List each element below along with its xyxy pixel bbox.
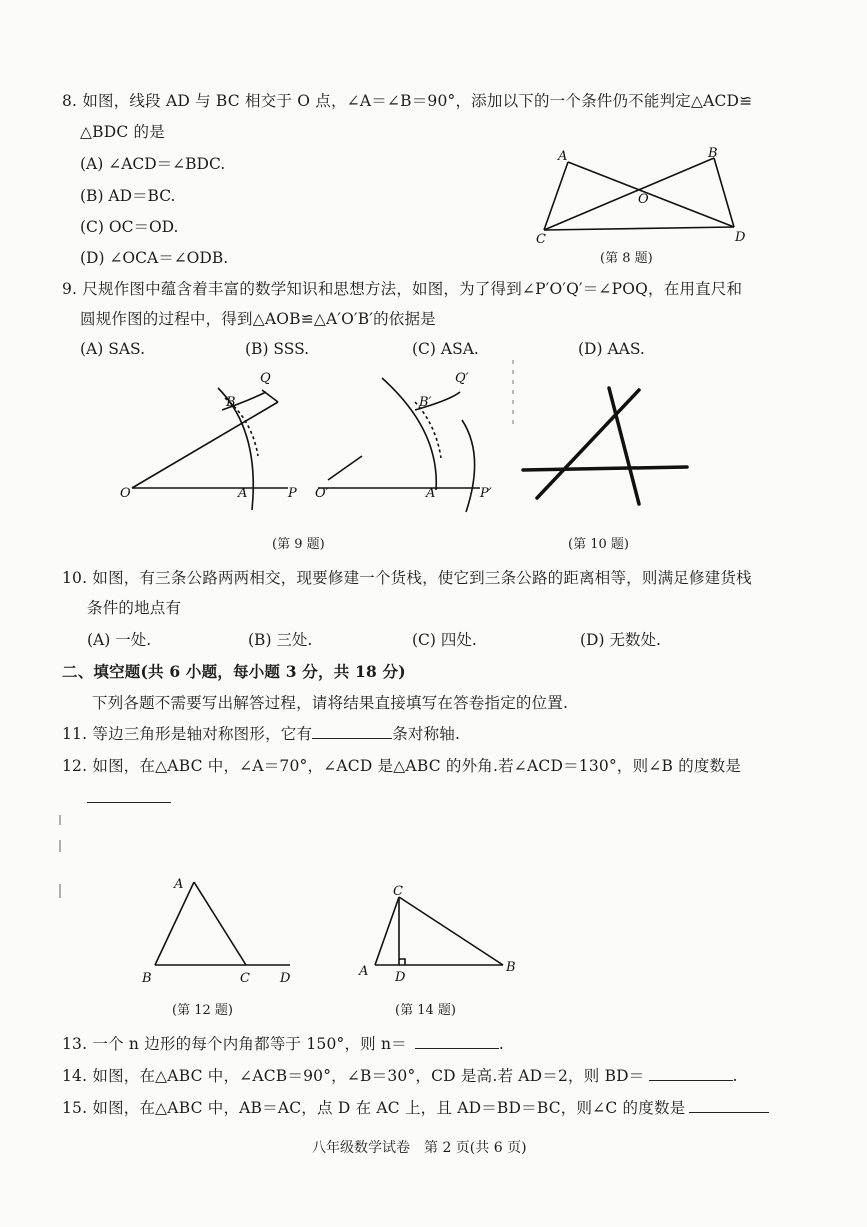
q10-caption: (第 10 题)	[568, 537, 629, 552]
q14-figure	[355, 885, 535, 985]
q13-text-after: .	[498, 1035, 505, 1053]
q14-label-c: C	[393, 884, 403, 899]
q11-text-after: 条对称轴.	[392, 725, 461, 743]
q14-text-before: 14. 如图，在△ABC 中，∠ACB＝90°，∠B＝30°，CD 是高.若 AD＝2，则 BD＝	[62, 1067, 645, 1085]
q9-option-a: (A) SAS.	[80, 340, 146, 358]
q15-answer-blank[interactable]	[689, 1098, 769, 1113]
q14-answer-blank[interactable]	[649, 1066, 733, 1081]
q9-stem-line2: 圆规作图的过程中，得到△AOB≌△A′O′B′的依据是	[80, 310, 436, 328]
q13-answer-blank[interactable]	[415, 1034, 499, 1049]
q9-figure	[110, 370, 510, 520]
page-footer: 八年级数学试卷 第 2 页(共 6 页)	[312, 1140, 527, 1156]
q12-label-b: B	[142, 971, 152, 986]
q8-caption: (第 8 题)	[600, 251, 653, 266]
q9-label-p-prime: P′	[480, 486, 492, 501]
q14-label-d: D	[395, 970, 406, 985]
q12-answer-blank[interactable]	[87, 788, 171, 803]
q10-stem-line2: 条件的地点有	[87, 599, 182, 617]
q8-figure	[530, 145, 760, 245]
q8-label-o: O	[638, 192, 649, 207]
q12-caption: (第 12 题)	[172, 1003, 233, 1018]
q9-option-d: (D) AAS.	[578, 340, 645, 358]
q14-label-b: B	[506, 960, 516, 975]
q9-label-q-prime: Q′	[455, 371, 469, 386]
q9-option-b: (B) SSS.	[245, 340, 310, 358]
q8-option-a: (A) ∠ACD＝∠BDC.	[80, 155, 226, 173]
q9-label-o: O	[120, 486, 131, 501]
q13-text-before: 13. 一个 n 边形的每个内角都等于 150°，则 n＝	[62, 1035, 407, 1053]
q9-label-b: B	[226, 395, 236, 410]
q12-figure	[130, 870, 320, 990]
q8-label-a: A	[558, 149, 568, 164]
q10-option-c: (C) 四处.	[412, 631, 477, 649]
q14-text-after: .	[732, 1067, 738, 1085]
q9-label-a-prime: A′	[426, 486, 439, 501]
q12-label-c: C	[240, 971, 250, 986]
q14-label-a: A	[359, 964, 369, 979]
q11-stem	[62, 722, 460, 744]
q14-caption: (第 14 题)	[395, 1003, 456, 1018]
q9-label-o-prime: O′	[315, 486, 329, 501]
q8-stem-line1: 8. 如图，线段 AD 与 BC 相交于 O 点，∠A＝∠B＝90°，添加以下的一个条件仍不能判定△ACD≌	[62, 92, 753, 110]
q8-label-c: C	[536, 232, 546, 247]
q12-label-a: A	[174, 877, 184, 892]
q13-stem	[62, 1032, 504, 1054]
q9-label-p: P	[288, 486, 297, 501]
q10-option-a: (A) 一处.	[87, 631, 152, 649]
q8-option-d: (D) ∠OCA＝∠ODB.	[80, 249, 229, 267]
q9-stem-line1: 9. 尺规作图中蕴含着丰富的数学知识和思想方法，如图，为了得到∠P′O′Q′＝∠POQ，在用直尺和	[62, 280, 743, 298]
q9-label-a: A	[238, 486, 248, 501]
section-2-title: 二、填空题(共 6 小题，每小题 3 分，共 18 分)	[62, 662, 406, 681]
q8-label-d: D	[735, 230, 746, 245]
q10-figure	[505, 360, 705, 520]
q8-option-c: (C) OC＝OD.	[80, 218, 179, 236]
q9-caption: (第 9 题)	[272, 537, 325, 552]
q14-stem	[62, 1064, 738, 1086]
q11-answer-blank[interactable]	[312, 724, 392, 739]
q10-option-d: (D) 无数处.	[580, 631, 661, 649]
q9-option-c: (C) ASA.	[412, 340, 479, 358]
q12-label-d: D	[280, 971, 291, 986]
q9-label-q: Q	[260, 371, 271, 386]
q15-text-before: 15. 如图，在△ABC 中，AB＝AC，点 D 在 AC 上，且 AD＝BD＝BC，则∠C 的度数是	[62, 1099, 686, 1117]
q11-text-before: 11. 等边三角形是轴对称图形，它有	[62, 725, 313, 743]
q8-stem-line2: △BDC 的是	[80, 123, 165, 141]
q15-stem	[62, 1096, 769, 1118]
section-2-instruction: 下列各题不需要写出解答过程，请将结果直接填写在答卷指定的位置.	[92, 694, 569, 712]
q9-label-b-prime: B′	[419, 395, 432, 410]
q8-option-b: (B) AD＝BC.	[80, 187, 176, 205]
q10-stem-line1: 10. 如图，有三条公路两两相交，现要修建一个货栈，使它到三条公路的距离相等，则满足修建货栈	[62, 569, 752, 587]
q10-option-b: (B) 三处.	[248, 631, 313, 649]
q12-stem: 12. 如图，在△ABC 中，∠A＝70°，∠ACD 是△ABC 的外角.若∠ACD＝130°，则∠B 的度数是	[62, 757, 742, 775]
q8-label-b: B	[708, 146, 718, 161]
